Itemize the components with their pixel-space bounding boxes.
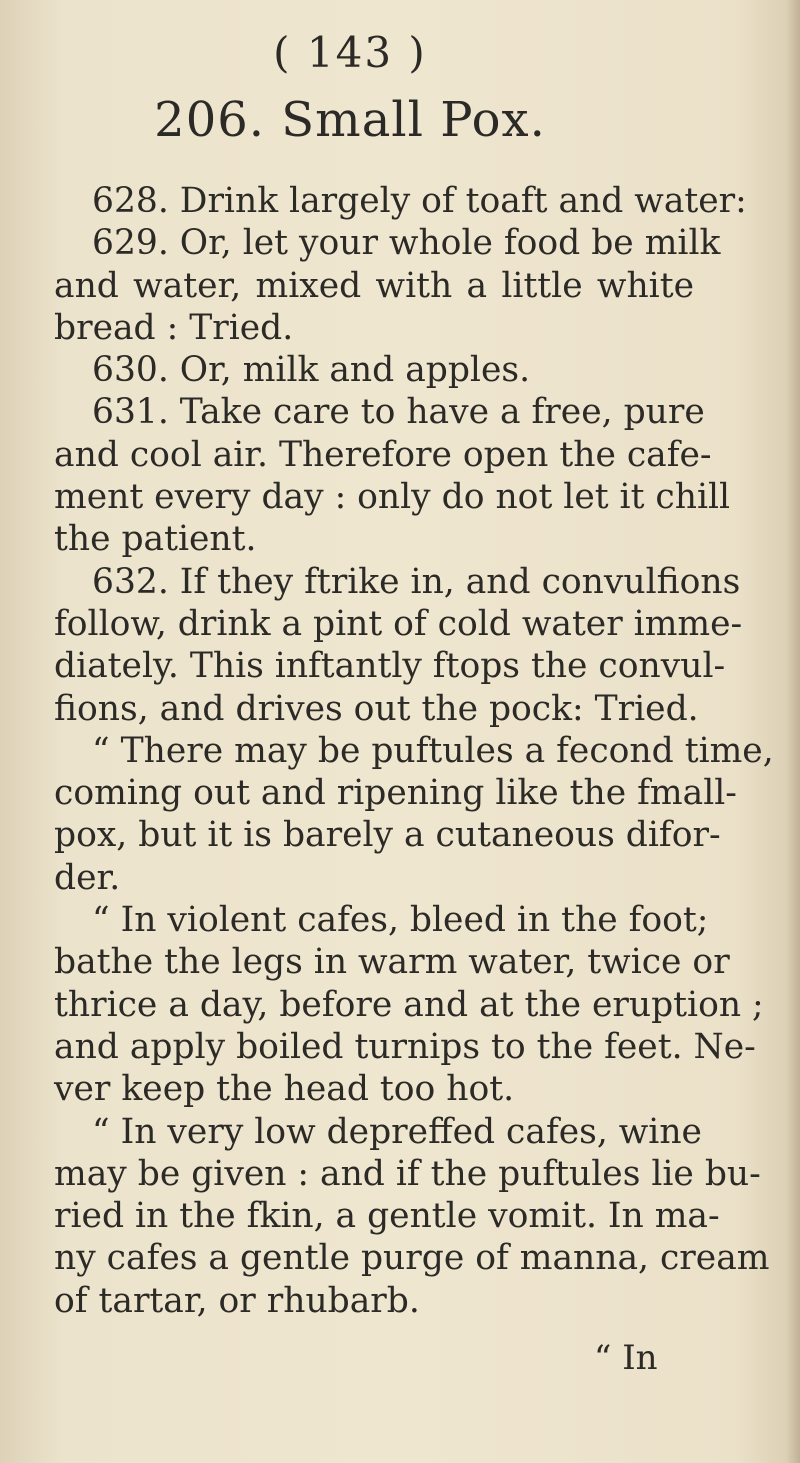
text-line: “ In very low depreffed cafes, wine	[92, 1111, 702, 1152]
text-line: and cool air. Therefore open the cafe-	[54, 434, 712, 475]
text-line: ny cafes a gentle purge of manna, cream	[54, 1238, 770, 1279]
catchword: “ In	[594, 1338, 658, 1378]
text-line: “ In violent cafes, bleed in the foot;	[92, 900, 709, 941]
text-line: bathe the legs in warm water, twice or	[54, 942, 730, 983]
text-line: coming out and ripening like the fmall-	[54, 773, 737, 814]
text-line: ried in the fkin, a gentle vomit. In ma-	[54, 1196, 720, 1237]
text-line: ment every day : only do not let it chill	[54, 477, 731, 518]
text-line: ver keep the head too hot.	[54, 1069, 515, 1110]
text-line: follow, drink a pint of cold water imme-	[54, 603, 743, 644]
page-edge-shadow	[786, 0, 800, 1463]
text-line: “ There may be puftules a fecond time,	[92, 730, 774, 771]
text-line: and water, mixed with a little white	[54, 265, 694, 306]
text-line: pox, but it is barely a cutaneous difor-	[54, 815, 721, 856]
page-number: ( 143 )	[273, 28, 427, 77]
text-line: and apply boiled turnips to the feet. Ne-	[54, 1026, 756, 1067]
text-line: 630. Or, milk and apples.	[92, 350, 531, 391]
text-line: thrice a day, before and at the eruption ;	[54, 984, 764, 1025]
text-line: 631. Take care to have a free, pure	[92, 392, 705, 433]
text-line: may be given : and if the puftules lie bu-	[54, 1153, 761, 1194]
text-line: 632. If they ftrike in, and convulfions	[92, 561, 741, 602]
section-title: 206. Small Pox.	[154, 92, 546, 148]
text-line: 629. Or, let your whole food be milk	[92, 223, 721, 264]
text-line: diately. This inftantly ftops the convul-	[54, 646, 726, 687]
text-line: der.	[54, 857, 121, 898]
body-text	[54, 180, 774, 1322]
text-line: bread : Tried.	[54, 307, 294, 348]
text-line: fions, and drives out the pock: Tried.	[54, 688, 699, 729]
text-line: the patient.	[54, 519, 257, 560]
text-line: 628. Drink largely of toaft and water:	[92, 181, 747, 221]
text-line: of tartar, or rhubarb.	[54, 1280, 420, 1321]
